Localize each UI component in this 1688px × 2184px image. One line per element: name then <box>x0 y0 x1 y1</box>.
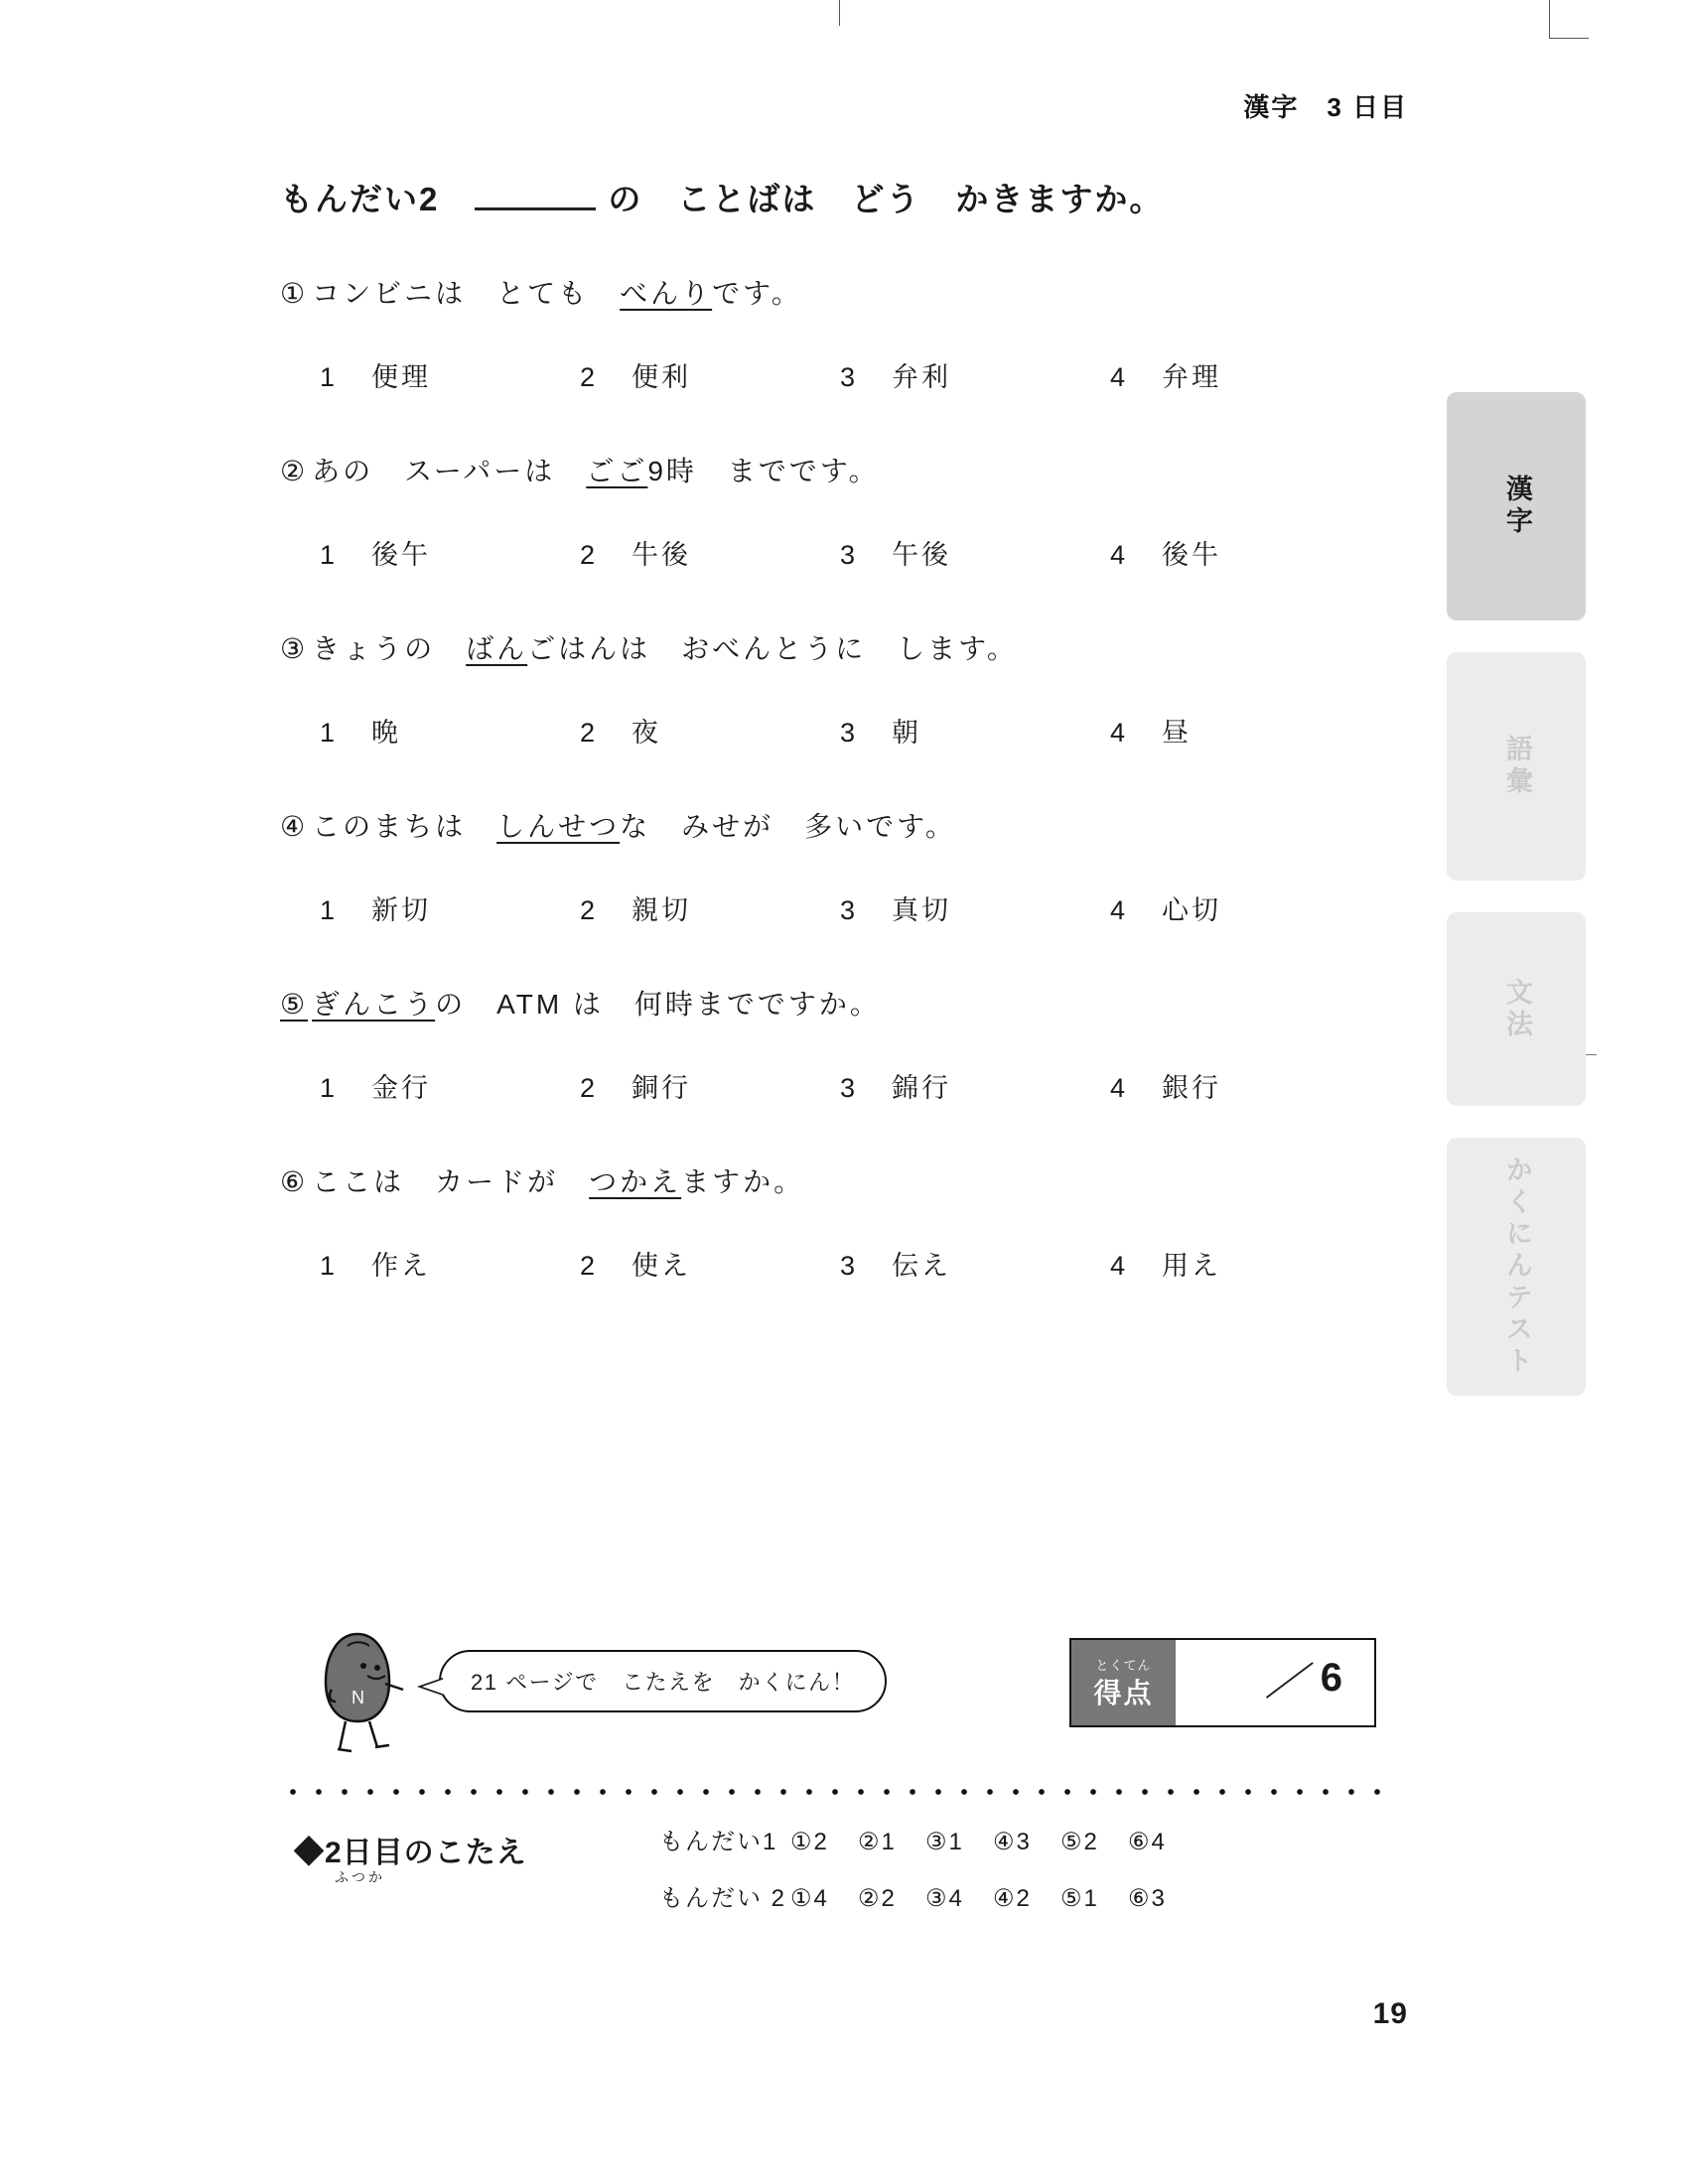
question-number: ③ <box>280 633 309 664</box>
score-ruby: とくてん <box>1095 1657 1152 1673</box>
choice-number: 1 <box>320 895 339 925</box>
choice-number: 2 <box>580 540 599 570</box>
score-label-text: 得点 <box>1093 1677 1154 1708</box>
choice-option-3[interactable] <box>840 533 1110 572</box>
question-text-pre: あの スーパーは <box>312 456 587 486</box>
question-text-post: ますか。 <box>681 1166 805 1197</box>
answer-item: ②1 <box>858 1829 897 1855</box>
footer-row <box>280 1628 1392 1757</box>
exercise-instruction: の ことばは どう かきますか。 <box>608 181 1165 217</box>
answer-item: ①4 <box>790 1885 829 1912</box>
choice-label: 弁理 <box>1162 362 1221 392</box>
choice-label: 心切 <box>1162 895 1221 925</box>
choice-number: 1 <box>320 540 339 570</box>
choice-label: 昼 <box>1162 718 1192 748</box>
question-item <box>280 627 1372 750</box>
answer-item: ③1 <box>925 1829 964 1855</box>
prompt-blank-underline <box>475 186 596 210</box>
choice-label: 牛後 <box>632 540 691 570</box>
choice-option-4[interactable] <box>1110 533 1309 572</box>
choice-label: 晩 <box>371 718 401 748</box>
choice-number: 4 <box>1110 1251 1129 1281</box>
crop-mark-top-center <box>839 0 840 26</box>
question-text-post: な みせが 多いです。 <box>620 811 956 842</box>
choice-option-3[interactable] <box>840 1066 1110 1105</box>
answer-key-title: ◆2日目のこたえ <box>294 1837 527 1869</box>
question-number: ⑥ <box>280 1166 309 1197</box>
choice-label: 弁利 <box>892 362 951 392</box>
choice-option-4[interactable] <box>1110 888 1309 927</box>
question-underlined-word: ばん <box>466 633 528 664</box>
choice-number: 4 <box>1110 540 1129 570</box>
choice-label: 銀行 <box>1162 1073 1221 1103</box>
answer-key-rows <box>659 1822 1196 1935</box>
score-box <box>1069 1638 1376 1727</box>
choice-number: 2 <box>580 1073 599 1103</box>
choice-number: 4 <box>1110 718 1129 748</box>
sidebar-item-label: 語彙 <box>1501 735 1532 798</box>
answer-item: ④2 <box>993 1885 1032 1912</box>
choice-option-2[interactable] <box>580 355 840 394</box>
choice-label: 作え <box>371 1251 431 1281</box>
choice-option-1[interactable] <box>320 1066 580 1105</box>
choice-label: 夜 <box>632 718 661 748</box>
choice-label: 後牛 <box>1162 540 1221 570</box>
choice-row <box>320 533 1372 572</box>
choice-row <box>320 711 1372 750</box>
choice-number: 1 <box>320 718 339 748</box>
answer-item: ⑥3 <box>1128 1885 1167 1912</box>
answer-row-label: もんだい1 <box>659 1829 778 1855</box>
choice-option-2[interactable] <box>580 1066 840 1105</box>
worksheet-body <box>280 174 1372 1338</box>
question-number: ④ <box>280 811 309 842</box>
question-text-post: の ATM は 何時までですか。 <box>435 989 881 1020</box>
sidebar-item-goi[interactable] <box>1447 652 1586 881</box>
choice-number: 2 <box>580 1251 599 1281</box>
choice-label: 錦行 <box>892 1073 951 1103</box>
choice-row <box>320 1066 1372 1105</box>
choice-row <box>320 888 1372 927</box>
choice-number: 3 <box>840 1073 859 1103</box>
question-text-pre: ここは カードが <box>312 1166 590 1197</box>
answer-item: ②2 <box>858 1885 897 1912</box>
choice-row <box>320 1244 1372 1283</box>
question-underlined-word: しんせつ <box>496 811 621 842</box>
answer-item: ⑤1 <box>1060 1885 1099 1912</box>
choice-number: 3 <box>840 718 859 748</box>
choice-number: 3 <box>840 540 859 570</box>
choice-number: 3 <box>840 895 859 925</box>
choice-option-3[interactable] <box>840 888 1110 927</box>
choice-label: 金行 <box>371 1073 431 1103</box>
question-underlined-word: ごご <box>586 456 648 486</box>
mascot-character-icon <box>308 1628 407 1757</box>
choice-option-1[interactable] <box>320 711 580 750</box>
sidebar-item-label: 漢字 <box>1501 475 1532 538</box>
sidebar-item-kakunin-test[interactable] <box>1447 1138 1586 1396</box>
choice-row <box>320 355 1372 394</box>
choice-label: 親切 <box>632 895 691 925</box>
score-label <box>1071 1640 1176 1725</box>
question-item <box>280 1160 1372 1283</box>
question-item <box>280 450 1372 572</box>
exercise-title: もんだい2 <box>280 181 440 217</box>
sidebar-item-kanji[interactable] <box>1447 392 1586 620</box>
choice-option-3[interactable] <box>840 355 1110 394</box>
choice-number: 4 <box>1110 895 1129 925</box>
choice-label: 使え <box>632 1251 691 1281</box>
question-underlined-word: べんり <box>620 278 713 309</box>
question-item <box>280 983 1372 1105</box>
answer-item: ⑤2 <box>1060 1829 1099 1855</box>
choice-option-2[interactable] <box>580 888 840 927</box>
answer-item: ①2 <box>790 1829 829 1855</box>
choice-label: 伝え <box>892 1251 951 1281</box>
question-item <box>280 272 1372 394</box>
choice-label: 便理 <box>371 362 431 392</box>
svg-text:N: N <box>352 1688 364 1707</box>
answer-key-row <box>659 1878 1196 1913</box>
score-slash: ／ <box>1263 1653 1316 1710</box>
crop-mark-top-right-h <box>1549 38 1589 39</box>
answer-key-ruby: ふつか <box>335 1869 385 1885</box>
choice-option-2[interactable] <box>580 711 840 750</box>
choice-option-4[interactable] <box>1110 1066 1309 1105</box>
choice-option-1[interactable] <box>320 888 580 927</box>
score-total: 6 <box>1320 1656 1342 1700</box>
choice-label: 後午 <box>371 540 431 570</box>
question-text-pre: コンビニは とても <box>312 278 621 309</box>
answer-key-row <box>659 1822 1196 1856</box>
side-tab-group <box>1447 392 1586 1428</box>
choice-label: 新切 <box>371 895 431 925</box>
choice-option-4[interactable] <box>1110 711 1309 750</box>
question-text-pre: きょうの <box>312 633 467 664</box>
question-underlined-word: つかえ <box>589 1166 682 1197</box>
choice-label: 銅行 <box>632 1073 691 1103</box>
choice-option-1[interactable] <box>320 355 580 394</box>
choice-number: 4 <box>1110 362 1129 392</box>
choice-number: 2 <box>580 718 599 748</box>
choice-number: 1 <box>320 1073 339 1103</box>
answer-row-label: もんだい 2 <box>659 1885 787 1912</box>
choice-number: 2 <box>580 895 599 925</box>
choice-number: 4 <box>1110 1073 1129 1103</box>
question-sentence <box>280 272 1372 312</box>
exercise-prompt <box>280 174 1372 220</box>
choice-number: 3 <box>840 1251 859 1281</box>
answer-item: ④3 <box>993 1829 1032 1855</box>
page-number: 19 <box>1372 1997 1408 2030</box>
answer-item: ③4 <box>925 1885 964 1912</box>
question-text-post: 9時 までです。 <box>647 456 880 486</box>
choice-label: 午後 <box>892 540 951 570</box>
sidebar-item-label: かくにんテスト <box>1501 1156 1532 1378</box>
question-number: ② <box>280 456 309 486</box>
choice-number: 1 <box>320 362 339 392</box>
choice-label: 真切 <box>892 895 951 925</box>
choice-option-3[interactable] <box>840 1244 1110 1283</box>
question-sentence <box>280 450 1372 489</box>
choice-option-4[interactable] <box>1110 355 1309 394</box>
page-header: 漢字 3 日目 <box>1243 92 1408 122</box>
choice-label: 便利 <box>632 362 691 392</box>
choice-number: 2 <box>580 362 599 392</box>
question-number: ① <box>280 278 309 309</box>
choice-label: 朝 <box>892 718 921 748</box>
dotted-divider <box>280 1787 1382 1797</box>
question-text-post: ごはんは おべんとうに します。 <box>527 633 1018 664</box>
score-input[interactable] <box>1176 1640 1374 1725</box>
crop-mark-top-right-v <box>1549 0 1550 38</box>
question-item <box>280 805 1372 927</box>
choice-option-4[interactable] <box>1110 1244 1309 1283</box>
choice-number: 3 <box>840 362 859 392</box>
question-underlined-word: ぎんこう <box>312 989 436 1020</box>
hint-speech-bubble: 21 ページで こたえを かくにん！ <box>439 1650 887 1712</box>
answer-item: ⑥4 <box>1128 1829 1167 1855</box>
sidebar-item-bunpou[interactable] <box>1447 912 1586 1106</box>
question-sentence <box>280 627 1372 667</box>
choice-number: 1 <box>320 1251 339 1281</box>
choice-option-1[interactable] <box>320 533 580 572</box>
question-sentence <box>280 983 1372 1023</box>
choice-option-3[interactable] <box>840 711 1110 750</box>
question-number: ⑤ <box>280 989 309 1020</box>
question-sentence <box>280 805 1372 845</box>
question-text-post: です。 <box>712 278 802 309</box>
question-text-pre: このまちは <box>312 811 497 842</box>
choice-option-2[interactable] <box>580 1244 840 1283</box>
sidebar-item-label: 文法 <box>1501 977 1532 1041</box>
question-sentence <box>280 1160 1372 1200</box>
choice-option-2[interactable] <box>580 533 840 572</box>
choice-option-1[interactable] <box>320 1244 580 1283</box>
choice-label: 用え <box>1162 1251 1221 1281</box>
